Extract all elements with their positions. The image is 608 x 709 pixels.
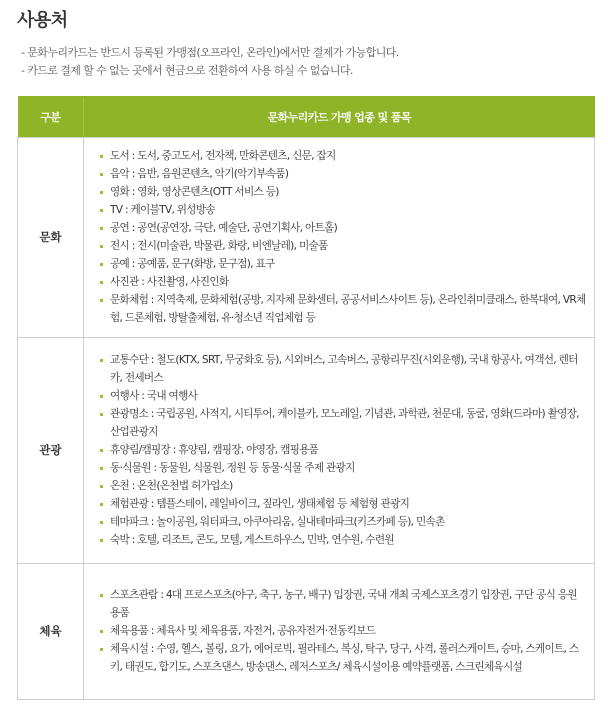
list-item: 영화 : 영화, 영상콘텐츠(OTT 서비스 등) (98, 183, 586, 201)
list-item: 공연 : 공연(공연장, 극단, 예술단, 공연기획사, 아트홀) (98, 219, 586, 237)
list-item: 체육용품 : 체육사 및 체육용품, 자전거, 공유자전거·전동킥보드 (98, 622, 586, 640)
list-item: 공예 : 공예품, 문구(화방, 문구점), 표구 (98, 255, 586, 273)
merchant-category-table (17, 96, 595, 700)
list-item: 관광명소 : 국립공원, 사적지, 시티투어, 케이블카, 모노레일, 기념관, 과학관, 천문대, 동굴, 영화(드라마) 촬영장, 산업관광지 (98, 405, 586, 441)
header-items: 문화누리카드 가맹 업종 및 품목 (84, 97, 595, 137)
notice-item: - 카드로 결제 할 수 없는 곳에서 현금으로 전환하여 사용 하실 수 없습니다. (21, 64, 353, 77)
table-row (18, 137, 595, 337)
items-cell (84, 563, 595, 699)
table-row (18, 563, 595, 699)
category-tourism: 관광 (18, 337, 84, 563)
items-cell (84, 137, 595, 337)
table-header-row (18, 97, 595, 137)
notice-item: - 문화누리카드는 반드시 등록된 가맹점(오프라인, 온라인)에서만 결제가 가능합니다. (21, 46, 399, 59)
list-item: 체육시설 : 수영, 헬스, 볼링, 요가, 에어로빅, 필라테스, 복싱, 탁구, 당구, 사격, 롤러스케이트, 승마, 스케이트, 스키, 태권도, 합기도, 스포츠댄스, 방송댄스, 레저스포츠/ 체육시설이용 예약플랫폼, 스크린체육시설 (98, 640, 586, 676)
list-item: 전시 : 전시(미술관, 박물관, 화랑, 비엔날레), 미술품 (98, 237, 586, 255)
item-list (98, 586, 586, 676)
items-cell (84, 337, 595, 563)
category-culture: 문화 (18, 137, 84, 337)
list-item: 테마파크 : 놀이공원, 워터파크, 아쿠아리움, 실내테마파크(키즈카페 등), 민속촌 (98, 513, 586, 531)
list-item: 휴양림/캠핑장 : 휴양림, 캠핑장, 야영장, 캠핑용품 (98, 441, 586, 459)
list-item: TV : 케이블TV, 위성방송 (98, 201, 586, 219)
list-item: 숙박 : 호텔, 리조트, 콘도, 모텔, 게스트하우스, 민박, 연수원, 수련원 (98, 531, 586, 549)
item-list (98, 351, 586, 549)
notice-list (17, 44, 598, 80)
list-item: 음악 : 음반, 음원콘텐츠, 악기(악기부속품) (98, 165, 586, 183)
list-item: 온천 : 온천(온천법 허가업소) (98, 477, 586, 495)
header-category: 구분 (18, 97, 84, 137)
list-item: 문화체험 : 지역축제, 문화체험(공방, 지자체 문화센터, 공공서비스사이트 등), 온라인취미클래스, 한복대여, VR체험, 드론체험, 방탈출체험, 유·청소년 직업체험 등 (98, 291, 586, 327)
list-item: 여행사 : 국내 여행사 (98, 387, 586, 405)
list-item: 체험관광 : 템플스테이, 레일바이크, 짚라인, 생태체험 등 체험형 관광지 (98, 495, 586, 513)
category-sports: 체육 (18, 563, 84, 699)
section-title: 사용처 (17, 10, 68, 31)
list-item: 스포츠관람 : 4대 프로스포츠(야구, 축구, 농구, 배구) 입장권, 국내 개최 국제스포츠경기 입장권, 구단 공식 응원용품 (98, 586, 586, 622)
table-row (18, 337, 595, 563)
list-item: 도서 : 도서, 중고도서, 전자책, 만화콘텐츠, 신문, 잡지 (98, 147, 586, 165)
list-item: 교통수단 : 철도(KTX, SRT, 무궁화호 등), 시외버스, 고속버스, 공항리무진(시외운행), 국내 항공사, 여객선, 렌터카, 전세버스 (98, 351, 586, 387)
list-item: 동·식물원 : 동물원, 식물원, 정원 등 동물·식물 주제 관광지 (98, 459, 586, 477)
list-item: 사진관 : 사진촬영, 사진인화 (98, 273, 586, 291)
item-list (98, 147, 586, 327)
